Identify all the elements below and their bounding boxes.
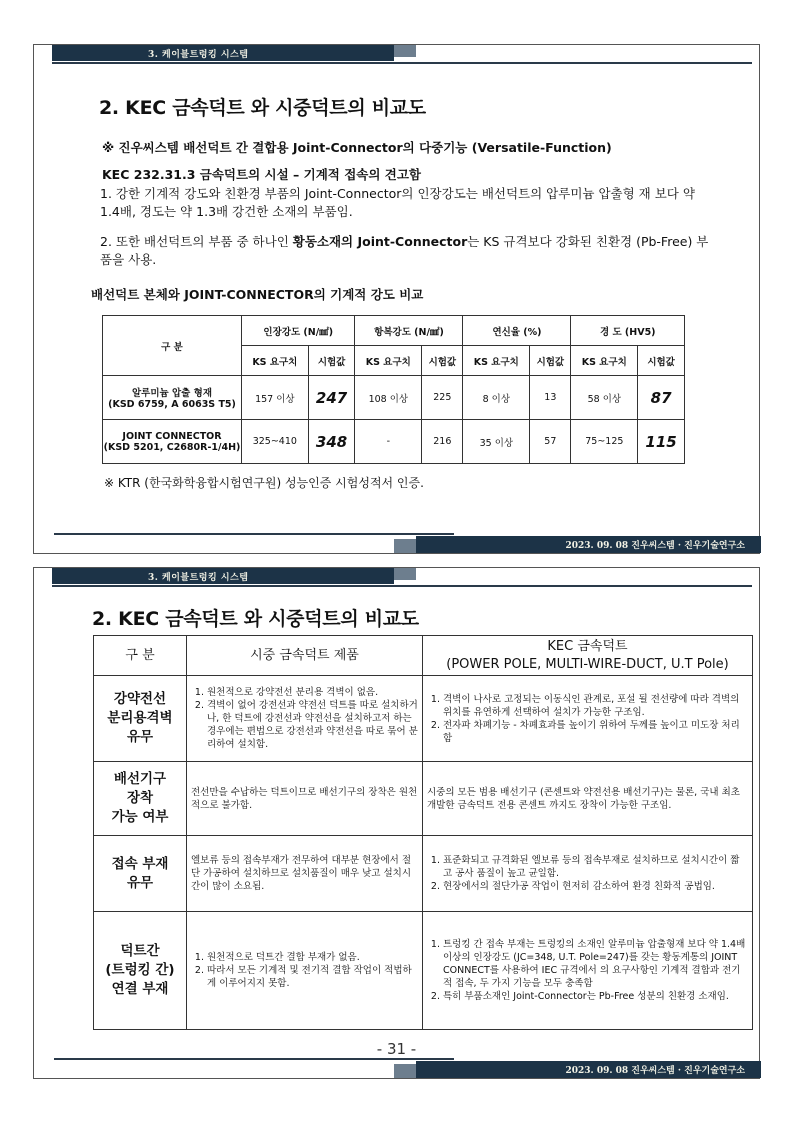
- table-row: [103, 420, 685, 464]
- table-cell: 348: [308, 420, 355, 464]
- table-cell: 157 이상: [242, 376, 309, 420]
- list-item: 2. 전자파 차폐기능 - 차폐효과를 높이기 위하여 두께를 높이고 미도장 처리함: [443, 719, 748, 745]
- item2-emphasis: 황동소재의 Joint-Connector: [292, 234, 468, 249]
- category-line: 덕트간: [120, 943, 160, 959]
- table-header-row: [94, 636, 753, 676]
- list-item: 1. 원천적으로 덕트간 결합 부재가 없음.: [207, 951, 418, 964]
- sub-header: KS 요구치: [571, 346, 638, 376]
- row-category: [94, 912, 187, 1030]
- item2-text: 2. 또한 배선덕트의 부품 중 하나인: [100, 234, 293, 249]
- market-header: 시중 금속덕트 제품: [187, 636, 423, 676]
- table-cell: 325~410: [242, 420, 309, 464]
- page-number: - 31 -: [376, 1040, 417, 1058]
- table-row: [94, 762, 753, 836]
- row-spec: (KSD 5201, C2680R-1/4H): [103, 441, 241, 453]
- market-cell: [187, 676, 423, 762]
- row-category: [94, 836, 187, 912]
- market-cell: 전선만을 수납하는 덕트이므로 배선기구의 장착은 원천적으로 불가함.: [187, 762, 423, 836]
- list-item: 1. 트렁킹 간 접속 부재는 트렁킹의 소재인 알루미늄 압출형재 보다 약 1.4배 이상의 인장강도 (JC=348, U.T. Pole=247)를 갖는 황동계통의 JOINT CONNECT를 사용하여 IEC 규격에서 의 요구사항인 기계적 결합과 전기적 접속, 두 가지 기능을 모두 충족함: [443, 938, 748, 990]
- footer-label: 2023. 09. 08 진우씨스템 · 진우기술연구소: [565, 1066, 745, 1076]
- paragraph-item-2: [100, 233, 720, 269]
- category-line: 접속 부재: [111, 855, 169, 872]
- slide-2: [33, 567, 760, 1079]
- kec-header: [423, 636, 753, 676]
- table-row: [94, 912, 753, 1030]
- category-header: 구 분: [94, 636, 187, 676]
- table-cell: 8 이상: [463, 376, 530, 420]
- table-cell: 115: [638, 420, 685, 464]
- strength-comparison-table: [102, 315, 685, 464]
- category-line: 유무: [126, 729, 154, 745]
- sub-header: 시험값: [308, 346, 355, 376]
- slide-footer: [34, 533, 759, 553]
- table-cell: -: [355, 420, 422, 464]
- row-label: [103, 376, 242, 420]
- slide-header: [34, 568, 759, 588]
- category-line: 강약전선: [113, 691, 167, 707]
- footnote: ※ KTR (한국화학융합시험연구원) 성능인증 시험성적서 인증.: [104, 476, 424, 490]
- table-cell: 225: [422, 376, 463, 420]
- table-row: [94, 836, 753, 912]
- category-header: 구 분: [103, 316, 242, 376]
- group-header: 연신율 (%): [463, 316, 571, 346]
- footer-accent: [394, 539, 416, 553]
- table-cell: 108 이상: [355, 376, 422, 420]
- table-cell: 58 이상: [571, 376, 638, 420]
- kec-header-title: KEC 금속덕트: [547, 638, 628, 654]
- row-spec: (KSD 6759, A 6063S T5): [108, 399, 236, 410]
- category-line: 장착: [126, 790, 154, 806]
- table-row: [103, 376, 685, 420]
- sub-header: 시험값: [422, 346, 463, 376]
- table-cell: 57: [530, 420, 571, 464]
- slide-footer: [34, 1058, 759, 1078]
- market-cell: 엘보류 등의 접속부재가 전무하여 대부분 현장에서 절단 가공하여 설치하므로 설치품질이 매우 낮고 설치시간이 많이 소요됨.: [187, 836, 423, 912]
- list-item: 1. 표준화되고 규격화된 엘보류 등의 접속부재로 설치하므로 설치시간이 짧고 공사 품질이 높고 균일함.: [443, 854, 748, 880]
- market-cell: [187, 912, 423, 1030]
- table-cell: 247: [308, 376, 355, 420]
- sub-header: KS 요구치: [242, 346, 309, 376]
- table-cell: 87: [638, 376, 685, 420]
- category-line: 분리용격벽: [107, 710, 173, 726]
- footer-label: 2023. 09. 08 진우씨스템 · 진우기술연구소: [565, 541, 745, 551]
- footer-rule: [54, 533, 454, 535]
- group-header: 항복강도 (N/㎟): [355, 316, 463, 346]
- list-item: 1. 격벽이 나사로 고정되는 이동식인 관계로, 포설 될 전선량에 따라 격벽의 위치를 유연하게 선택하여 설치가 가능한 구조임.: [443, 693, 748, 719]
- slide-header: [34, 45, 759, 65]
- note-heading: ※ 진우씨스템 배선덕트 간 결합용 Joint-Connector의 다중기능 (Versatile-Function): [102, 140, 612, 155]
- page-title: 2. KEC 금속덕트 와 시중덕트의 비교도: [92, 608, 419, 630]
- category-line: 가능 여부: [111, 809, 169, 825]
- footer-rule: [54, 1058, 454, 1060]
- sub-header: KS 요구치: [463, 346, 530, 376]
- category-line: 연결 부재: [111, 981, 169, 997]
- list-item: 2. 따라서 모든 기계적 및 전기적 결합 작업이 적법하게 이루어지지 못함.: [207, 964, 418, 990]
- list-item: 2. 특히 부품소재인 Joint-Connector는 Pb-Free 성분의 친환경 소재임.: [443, 990, 748, 1003]
- list-item: 2. 현장에서의 절단가공 작업이 현저히 감소하여 환경 친화적 공법임.: [443, 880, 748, 893]
- group-header: 경 도 (HV5): [571, 316, 685, 346]
- kec-cell: [423, 836, 753, 912]
- row-category: [94, 676, 187, 762]
- table-header-row: [103, 316, 685, 346]
- paragraph-item-1: 1. 강한 기계적 강도와 친환경 부품의 Joint-Connector의 인장강도는 배선덕트의 압루미늄 압출형 재 보다 약 1.4배, 경도는 약 1.3배 강건한 소재의 부품임.: [100, 186, 695, 219]
- category-line: 배선기구: [113, 771, 167, 787]
- category-line: (트렁킹 간): [105, 962, 175, 978]
- table-cell: 216: [422, 420, 463, 464]
- slide-1: [33, 44, 760, 554]
- sub-heading: KEC 232.31.3 금속덕트의 시설 – 기계적 접속의 견고함: [102, 167, 421, 182]
- sub-header: 시험값: [530, 346, 571, 376]
- table-row: [94, 676, 753, 762]
- list-item: 2. 격벽이 없어 강전선과 약전선 덕트를 따로 설치하거나, 한 덕트에 강전선과 약전선을 설치하고저 하는 경우에는 편법으로 강전선과 약전선을 따로 묶어 분리하여 설치함.: [207, 699, 418, 751]
- item2-text-end: 는 KS 규격보다 강화된 친환경 (Pb-Free) 부품을 사용.: [100, 234, 709, 267]
- kec-cell: [423, 912, 753, 1030]
- category-line: 유무: [126, 874, 154, 891]
- duct-comparison-table: [93, 635, 753, 1030]
- table-cell: 13: [530, 376, 571, 420]
- list-item: 1. 원천적으로 강약전선 분리용 격벽이 없음.: [207, 686, 418, 699]
- header-rule: [52, 62, 752, 64]
- sub-header: 시험값: [638, 346, 685, 376]
- header-rule: [52, 585, 752, 587]
- header-accent: [394, 45, 416, 57]
- sub-header: KS 요구치: [355, 346, 422, 376]
- header-accent: [394, 568, 416, 580]
- page-title: 2. KEC 금속덕트 와 시중덕트의 비교도: [99, 97, 426, 119]
- row-name: JOINT CONNECTOR: [122, 430, 222, 442]
- table-cell: 35 이상: [463, 420, 530, 464]
- footer-accent: [394, 1064, 416, 1078]
- section-label: 3. 케이블트렁킹 시스템: [148, 50, 249, 60]
- table-cell: 75~125: [571, 420, 638, 464]
- section-label: 3. 케이블트렁킹 시스템: [148, 573, 249, 583]
- row-label: [103, 420, 242, 464]
- row-category: [94, 762, 187, 836]
- kec-cell: 시중의 모든 범용 배선기구 (콘센트와 약전선용 배선기구)는 물론, 국내 최초 개발한 금속덕트 전용 콘센트 까지도 장착이 가능한 구조임.: [423, 762, 753, 836]
- kec-cell: [423, 676, 753, 762]
- row-name: 알루미늄 압출 형재: [131, 388, 213, 399]
- group-header: 인장강도 (N/㎟): [242, 316, 355, 346]
- table-title: 배선덕트 본체와 JOINT-CONNECTOR의 기계적 강도 비교: [91, 287, 424, 302]
- kec-header-subtitle: (POWER POLE, MULTI-WIRE-DUCT, U.T Pole): [446, 656, 729, 672]
